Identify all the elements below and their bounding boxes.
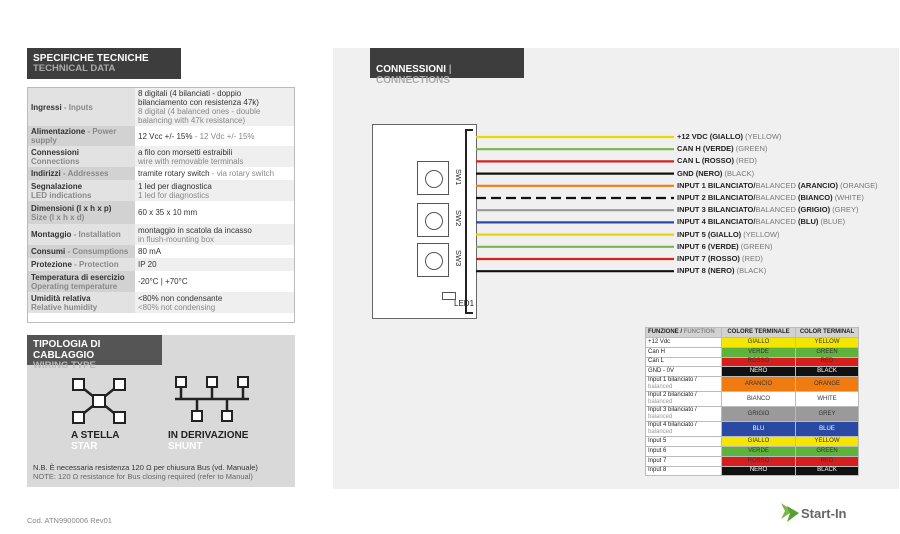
spec-row (28, 146, 294, 167)
function-cell (646, 377, 722, 392)
wire-label (677, 205, 858, 214)
note-it: N.B. È necessaria resistenza 120 Ω per chiusura Bus (vd. Manuale) (33, 463, 258, 472)
spec-value-sep: - (192, 131, 200, 141)
sw1-label: SW1 (454, 169, 463, 186)
dial-icon (425, 170, 443, 188)
color-it-cell: GIALLO (722, 437, 796, 447)
color-it-cell: ROSSO (722, 357, 796, 367)
rotary-switch-3 (417, 243, 449, 277)
wire-label-en: (YELLOW) (745, 132, 782, 141)
color-table-row (646, 347, 859, 357)
wire-label (677, 242, 772, 251)
color-it-cell: GRIGIO (722, 407, 796, 422)
spec-key (28, 167, 135, 180)
wire-label (677, 169, 754, 178)
spec-key (28, 258, 135, 271)
spec-value-en: via rotary switch (216, 169, 275, 178)
spec-key-sep: - (85, 127, 93, 136)
sw3-label: SW3 (454, 250, 463, 267)
wires-diagram (476, 129, 676, 279)
wire-label-balanced: BALANCED (755, 180, 796, 190)
color-en-cell: GREEN (796, 347, 859, 357)
spec-key-en: Size (l x h x d) (31, 212, 85, 222)
wire-label-color-it: (BLU) (795, 217, 819, 227)
spec-row (28, 180, 294, 201)
color-en-cell: RED (796, 456, 859, 466)
spec-key (28, 271, 135, 292)
color-table (645, 327, 859, 476)
wire-label (677, 217, 845, 226)
function-it: GND - 0V (648, 368, 675, 375)
terminal-bracket (465, 129, 473, 314)
spec-key-sep: - (71, 230, 79, 239)
function-it: Input 3 bilanciato / (648, 407, 697, 414)
spec-row (28, 245, 294, 258)
spec-key (28, 88, 135, 126)
color-en-cell: GREY (796, 407, 859, 422)
wire-label-en: (YELLOW) (743, 229, 780, 239)
function-cell (646, 437, 722, 447)
spec-key-en: Power supply (31, 127, 117, 145)
spec-key (28, 292, 135, 313)
connections-header-sep: | (446, 64, 452, 75)
color-it-cell: GIALLO (722, 338, 796, 348)
spec-row (28, 88, 294, 126)
color-en-cell: RED (796, 357, 859, 367)
color-table-row (646, 422, 859, 437)
connections-header (370, 48, 524, 86)
function-cell (646, 347, 722, 357)
shunt-topology-icon (169, 375, 255, 425)
device-diagram (372, 124, 477, 319)
spec-value (135, 271, 294, 292)
star-label-en: STAR (71, 441, 98, 452)
spec-key-it: Segnalazione (31, 181, 83, 191)
function-en: balanced (648, 414, 673, 421)
wire-label-en: (ORANGE) (840, 180, 878, 190)
wire-label-en: (BLACK) (736, 266, 767, 276)
wire-label-en: (GREY) (832, 205, 859, 215)
color-table-row (646, 367, 859, 377)
rotary-switch-1 (417, 161, 449, 195)
spec-header-en: TECHNICAL DATA (33, 63, 116, 74)
wire-label (677, 193, 864, 202)
spec-value-sep: - (209, 169, 217, 178)
color-table-row (646, 338, 859, 348)
spec-value-it: <80% non condensante (138, 293, 223, 303)
spec-key-en: Relative humidity (31, 302, 98, 312)
spec-row (28, 292, 294, 313)
wire-label-en: (BLACK) (724, 168, 755, 178)
spec-value (135, 180, 294, 201)
spec-value-it: montaggio in scatola da incasso (138, 225, 252, 235)
spec-table (27, 87, 295, 323)
spec-key (28, 245, 135, 258)
spec-key-it: Dimensioni (l x h x p) (31, 203, 112, 213)
color-table-row (646, 357, 859, 367)
spec-row (28, 224, 294, 245)
spec-table-body (28, 88, 294, 313)
wire-label-balanced: BALANCED (755, 193, 796, 202)
color-en-cell: GREEN (796, 446, 859, 456)
function-cell (646, 446, 722, 456)
color-en-cell: YELLOW (796, 338, 859, 348)
spec-key (28, 201, 135, 224)
wire-label-color-it: (GRIGIO) (795, 205, 831, 215)
color-table-row (646, 377, 859, 392)
color-table-row (646, 456, 859, 466)
spec-value-it: 60 x 35 x 10 mm (138, 208, 198, 217)
color-en-cell: YELLOW (796, 437, 859, 447)
bus-resistance-note (33, 463, 258, 481)
spec-value-it: 1 led per diagnostica (138, 181, 212, 191)
spec-row (28, 126, 294, 146)
function-it: Input 1 bilanciato / (648, 377, 697, 384)
wire-label-it: INPUT 4 BILANCIATO/ (677, 217, 756, 227)
spec-key-it: Indirizzi (31, 169, 61, 178)
spec-key (28, 146, 135, 167)
spec-value (135, 224, 294, 245)
shunt-label-en: SHUNT (168, 441, 203, 452)
connections-header-it: CONNESSIONI (376, 64, 447, 75)
function-it: Input 7 (648, 457, 667, 464)
color-en-cell: WHITE (796, 392, 859, 407)
wire-label-en: (WHITE) (834, 193, 864, 202)
shunt-label-it: IN DERIVAZIONE (168, 430, 249, 441)
wiring-panel (27, 335, 295, 487)
wire-label (677, 156, 757, 165)
spec-value (135, 126, 294, 146)
wire-label-it: CAN H (VERDE) (677, 144, 734, 154)
color-table-row (646, 437, 859, 447)
spec-key-sep: - (60, 169, 68, 178)
star-label-it: A STELLA (71, 430, 120, 441)
color-it-cell: BLU (722, 422, 796, 437)
function-it: Input 5 (648, 438, 667, 445)
wire-label-color-it: (ARANCIO) (795, 180, 838, 190)
spec-key-en: Inputs (68, 102, 93, 112)
color-it-cell: NERO (722, 466, 796, 476)
spec-value-en: wire with removable terminals (138, 156, 244, 166)
spec-value (135, 88, 294, 126)
spec-value-en: <80% not condensing (138, 302, 216, 312)
color-en-cell: BLACK (796, 466, 859, 476)
function-it: Input 8 (648, 467, 667, 474)
document-code: Cod. ATN9900006 Rev01 (27, 516, 112, 525)
wire-label-it: CAN L (ROSSO) (677, 156, 734, 166)
spec-header-it: SPECIFICHE TECNICHE (33, 53, 149, 64)
color-table-row (646, 392, 859, 407)
spec-key-sep: - (65, 247, 73, 256)
brand-name: Start-In (801, 506, 847, 521)
color-en-cell: BLUE (796, 422, 859, 437)
dial-icon (425, 252, 443, 270)
spec-key-en: Addresses (67, 169, 109, 178)
function-cell (646, 392, 722, 407)
wire-label (677, 254, 763, 263)
function-cell (646, 338, 722, 348)
wire-label (677, 266, 766, 275)
function-cell (646, 456, 722, 466)
wire-label-en: (RED) (742, 254, 763, 263)
color-en-cell: BLACK (796, 367, 859, 377)
function-it: Can L (648, 358, 665, 365)
function-cell (646, 407, 722, 422)
wiring-header-it: TIPOLOGIA DI CABLAGGIO (33, 339, 101, 361)
spec-key-en: Installation (78, 230, 121, 239)
function-cell (646, 422, 722, 437)
color-table-header (646, 328, 859, 338)
spec-value (135, 258, 294, 271)
spec-value (135, 292, 294, 313)
function-en: balanced (648, 399, 673, 406)
wire-label-it: INPUT 7 (ROSSO) (677, 254, 740, 263)
spec-value-it: a filo con morsetti estraibili (138, 147, 233, 157)
spec-value (135, 146, 294, 167)
color-it-cell: ARANCIO (722, 377, 796, 392)
spec-value-it: 80 mA (138, 247, 162, 256)
spec-key (28, 180, 135, 201)
spec-key-en: Consumptions (72, 247, 129, 256)
function-cell (646, 357, 722, 367)
spec-key-it: Umidità relativa (31, 293, 91, 303)
wire-label-it: INPUT 8 (NERO) (677, 266, 735, 276)
spec-value-it: tramite rotary switch (138, 169, 210, 178)
color-it-cell: BIANCO (722, 392, 796, 407)
wire-label-color-it: (BIANCO) (795, 193, 833, 202)
spec-key (28, 126, 135, 146)
wire-label-it: INPUT 2 BILANCIATO/ (677, 193, 756, 202)
spec-key (28, 224, 135, 245)
wire-label (677, 144, 767, 153)
func-header: FUNZIONE / FUNCTION (646, 328, 722, 338)
spec-key-it: Alimentazione (31, 127, 86, 136)
function-cell (646, 367, 722, 377)
spec-value (135, 167, 294, 180)
function-en: balanced (648, 384, 673, 391)
color-it-cell: VERDE (722, 446, 796, 456)
spec-key-it: Montaggio (31, 230, 72, 239)
spec-value-en: 8 digital (4 balanced ones - double balancing with 47k resistance) (138, 107, 261, 125)
wire-label-it: +12 VDC (GIALLO) (677, 132, 744, 141)
function-it: Input 6 (648, 447, 667, 454)
spec-key-it: Connessioni (31, 147, 80, 157)
spec-value-en: 12 Vdc +/- 15% (199, 131, 255, 141)
wire-label-it: INPUT 5 (GIALLO) (677, 229, 742, 239)
wire-label-it: INPUT 6 (VERDE) (677, 241, 739, 251)
spec-value-it: -20°C | +70°C (138, 277, 188, 286)
wiring-header-en: WIRING TYPE (33, 360, 96, 371)
spec-key-en: LED indications (31, 190, 92, 200)
spec-value (135, 201, 294, 224)
color-it-cell: NERO (722, 367, 796, 377)
wire-label (677, 181, 878, 190)
function-it: Input 2 bilanciato / (648, 392, 697, 399)
spec-row (28, 167, 294, 180)
wire-label-it: GND (NERO) (677, 168, 723, 178)
wire-label-en: (GREEN) (740, 241, 773, 251)
star-topology-icon (71, 377, 127, 425)
spec-value-it: 8 digitali (4 bilanciati - doppio bilanciamento con resistenza 47k) (138, 89, 259, 107)
spec-key-en: Protection (79, 260, 119, 269)
wire-label-en: (RED) (736, 156, 757, 166)
note-en: NOTE: 120 Ω resistance for Bus closing required (refer to Manual) (33, 472, 253, 481)
connections-header-en: CONNECTIONS (376, 75, 450, 86)
spec-header (27, 48, 181, 79)
function-it: +12 Vdc (648, 338, 671, 345)
brand-arrow-icon (781, 503, 799, 523)
wire-label (677, 132, 781, 141)
spec-value-it: IP 20 (138, 260, 157, 269)
wire-label-balanced: BALANCED (755, 217, 796, 227)
color-table-row (646, 466, 859, 476)
wire-label-balanced: BALANCED (755, 205, 796, 215)
function-it: Can H (648, 348, 666, 355)
color-table-row (646, 446, 859, 456)
star-label (71, 430, 120, 452)
spec-key-it: Consumi (31, 247, 66, 256)
col-en-header: COLOR TERMINAL (796, 328, 859, 338)
color-table-row (646, 407, 859, 422)
rotary-switch-2 (417, 203, 449, 237)
function-cell (646, 466, 722, 476)
dial-icon (425, 212, 443, 230)
spec-value-it: 12 Vcc +/- 15% (138, 131, 193, 141)
spec-key-sep: - (61, 102, 69, 112)
spec-row (28, 271, 294, 292)
wire-label-it: INPUT 3 BILANCIATO/ (677, 205, 756, 215)
shunt-label (168, 430, 248, 452)
spec-key-it: Protezione (31, 260, 72, 269)
wire-label (677, 230, 780, 239)
spec-value-en: in flush-mounting box (138, 234, 215, 244)
color-it-cell: ROSSO (722, 456, 796, 466)
spec-key-en: Operating temperature (31, 281, 118, 291)
wiring-header (27, 335, 162, 371)
spec-key-en: Connections (31, 156, 80, 166)
spec-key-it: Ingressi (31, 102, 62, 112)
spec-key-it: Temperatura di esercizio (31, 272, 125, 282)
color-table-body (646, 338, 859, 476)
spec-row (28, 201, 294, 224)
spec-key-sep: - (71, 260, 80, 269)
col-it-header: COLORE TERMINALE (722, 328, 796, 338)
spec-value (135, 245, 294, 258)
wire-label-en: (BLUE) (820, 217, 846, 227)
wire-label-en: (GREEN) (735, 144, 768, 154)
color-it-cell: VERDE (722, 347, 796, 357)
wire-label-it: INPUT 1 BILANCIATO/ (677, 180, 756, 190)
function-en: balanced (648, 429, 673, 436)
function-it: Input 4 bilanciato / (648, 422, 697, 429)
sw2-label: SW2 (454, 210, 463, 227)
spec-value-en: 1 led for diagnostics (138, 190, 210, 200)
color-en-cell: ORANGE (796, 377, 859, 392)
spec-row (28, 258, 294, 271)
led-label: LED1 (454, 299, 475, 308)
